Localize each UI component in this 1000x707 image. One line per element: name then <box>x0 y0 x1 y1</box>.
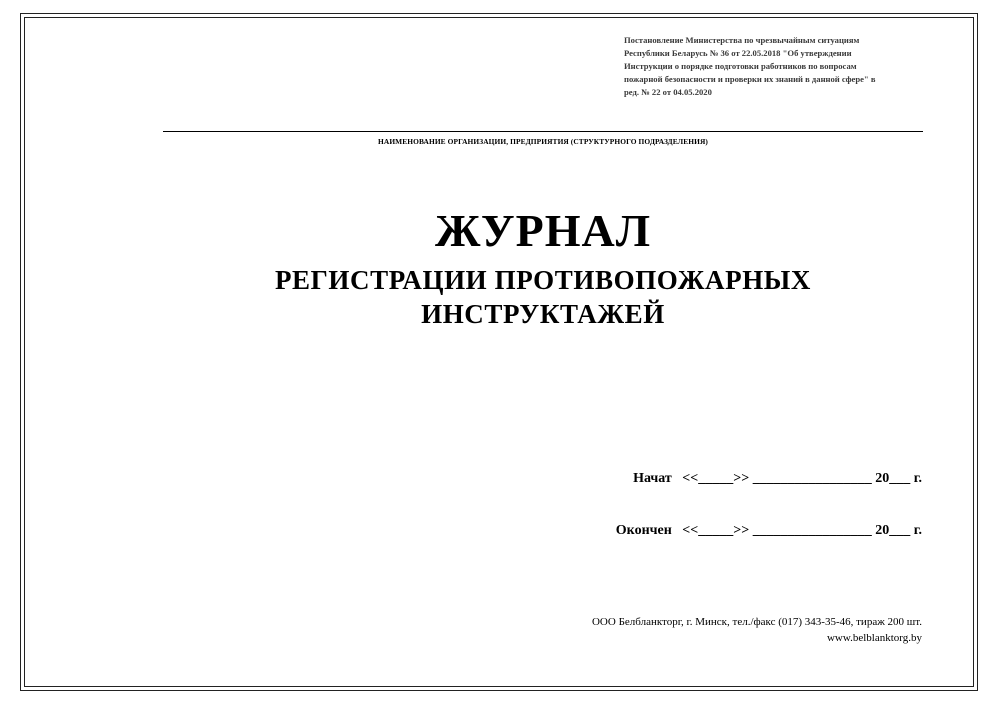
decree-line: ред. № 22 от 04.05.2020 <box>624 87 712 97</box>
organization-caption: НАИМЕНОВАНИЕ ОРГАНИЗАЦИИ, ПРЕДПРИЯТИЯ (СТРУКТУРНОГО ПОДРАЗДЕЛЕНИЯ) <box>378 137 708 146</box>
finished-date-row: Окончен <<_____>> _________________ 20___ г. <box>615 523 922 538</box>
journal-title: ЖУРНАЛ <box>435 205 651 256</box>
inner-frame <box>24 17 974 687</box>
publisher-website: www.belblanktorg.by <box>826 632 922 644</box>
decree-reference <box>624 34 924 99</box>
publisher-details: ООО Белбланкторг, г. Минск, тел./факс (017) 343-35-46, тираж 200 шт. <box>591 616 922 628</box>
decree-line: Инструкции о порядке подготовки работников по вопросам <box>624 61 857 71</box>
publisher-info <box>592 614 922 646</box>
decree-line: Республики Беларусь № 36 от 22.05.2018 "Об утверждении <box>624 48 852 58</box>
decree-line: Постановление Министерства по чрезвычайным ситуациям <box>624 35 860 45</box>
journal-subtitle-line-2: ИНСТРУКТАЖЕЙ <box>421 299 665 329</box>
started-date-row: Начат <<_____>> _________________ 20___ г. <box>633 471 922 486</box>
journal-subtitle-line-1: РЕГИСТРАЦИИ ПРОТИВОПОЖАРНЫХ <box>274 265 812 295</box>
organization-name-line <box>163 131 923 132</box>
decree-line: пожарной безопасности и проверки их знаний в данной сфере" в <box>624 74 876 84</box>
